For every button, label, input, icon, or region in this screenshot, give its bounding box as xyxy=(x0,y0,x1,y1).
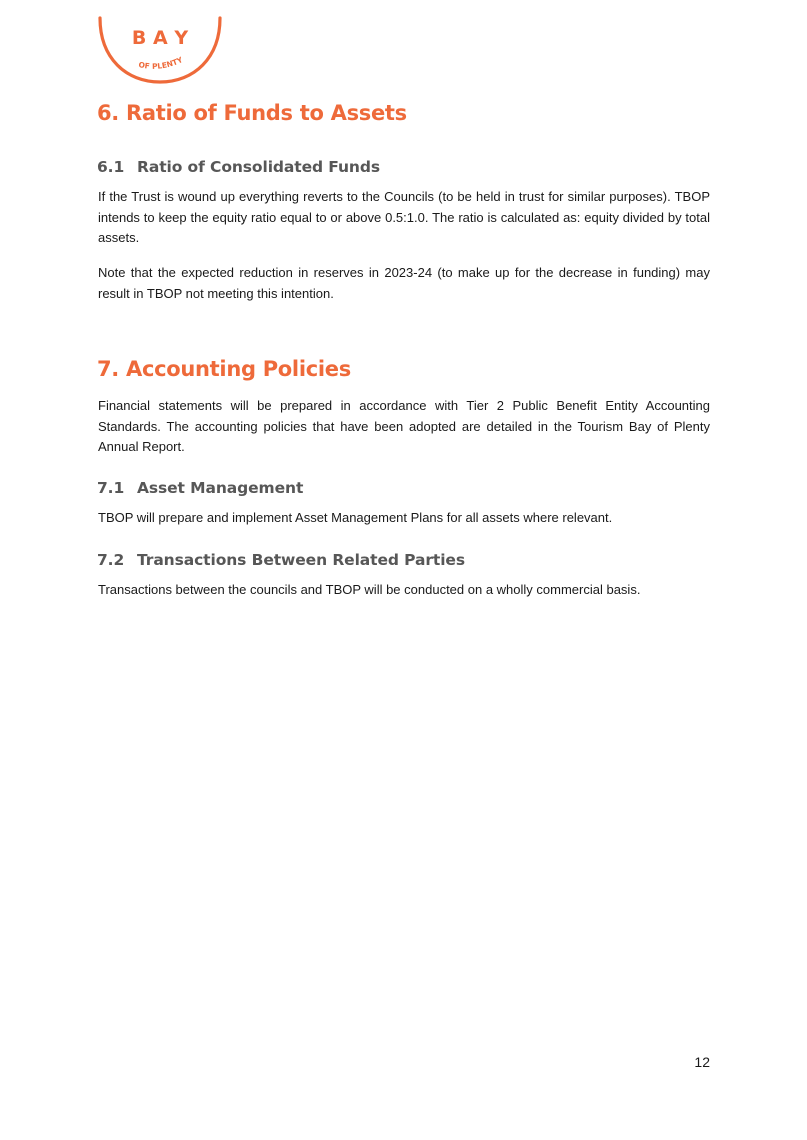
section-7-1-paragraph: TBOP will prepare and implement Asset Management Plans for all assets where relevant. xyxy=(98,510,613,525)
section-7-1-title: Asset Management xyxy=(137,479,304,497)
section-7-1-number: 7.1 xyxy=(97,479,125,497)
page-number: 12 xyxy=(694,1054,710,1070)
section-7-2-number: 7.2 xyxy=(97,551,125,569)
section-7-2-paragraph: Transactions between the councils and TBOP will be conducted on a wholly commercial basis. xyxy=(98,582,641,597)
section-7-2-heading xyxy=(97,551,465,569)
section-6-1-number: 6.1 xyxy=(97,158,125,176)
section-7-intro-paragraph: Financial statements will be prepared in accordance with Tier 2 Public Benefit Entity Accounting Standards. The accounting policies that have been adopted are detailed in the Tourism Bay of Plenty Annual Report. xyxy=(98,398,710,454)
section-6-1-paragraph-1: If the Trust is wound up everything reverts to the Councils (to be held in trust for similar purposes). TBOP intends to keep the equity ratio equal to or above 0.5:1.0. The ratio is calculated as: equity divided by total assets. xyxy=(98,189,710,245)
logo-bottom-text xyxy=(138,55,185,71)
bay-of-plenty-logo xyxy=(96,16,224,86)
section-7-heading: 7. Accounting Policies xyxy=(97,357,351,381)
section-6-1-heading xyxy=(97,158,380,176)
logo-graphic xyxy=(96,16,224,86)
section-6-heading: 6. Ratio of Funds to Assets xyxy=(97,101,407,125)
logo-bottom-text-path: OF PLENTY xyxy=(137,55,184,71)
logo-top-text: B A Y xyxy=(131,27,189,49)
section-7-2-title: Transactions Between Related Parties xyxy=(137,551,465,569)
section-6-1-title: Ratio of Consolidated Funds xyxy=(137,158,380,176)
section-7-1-heading xyxy=(97,479,303,497)
section-6-1-paragraph-2: Note that the expected reduction in reserves in 2023-24 (to make up for the decrease in funding) may result in TBOP not meeting this intention. xyxy=(98,265,710,301)
